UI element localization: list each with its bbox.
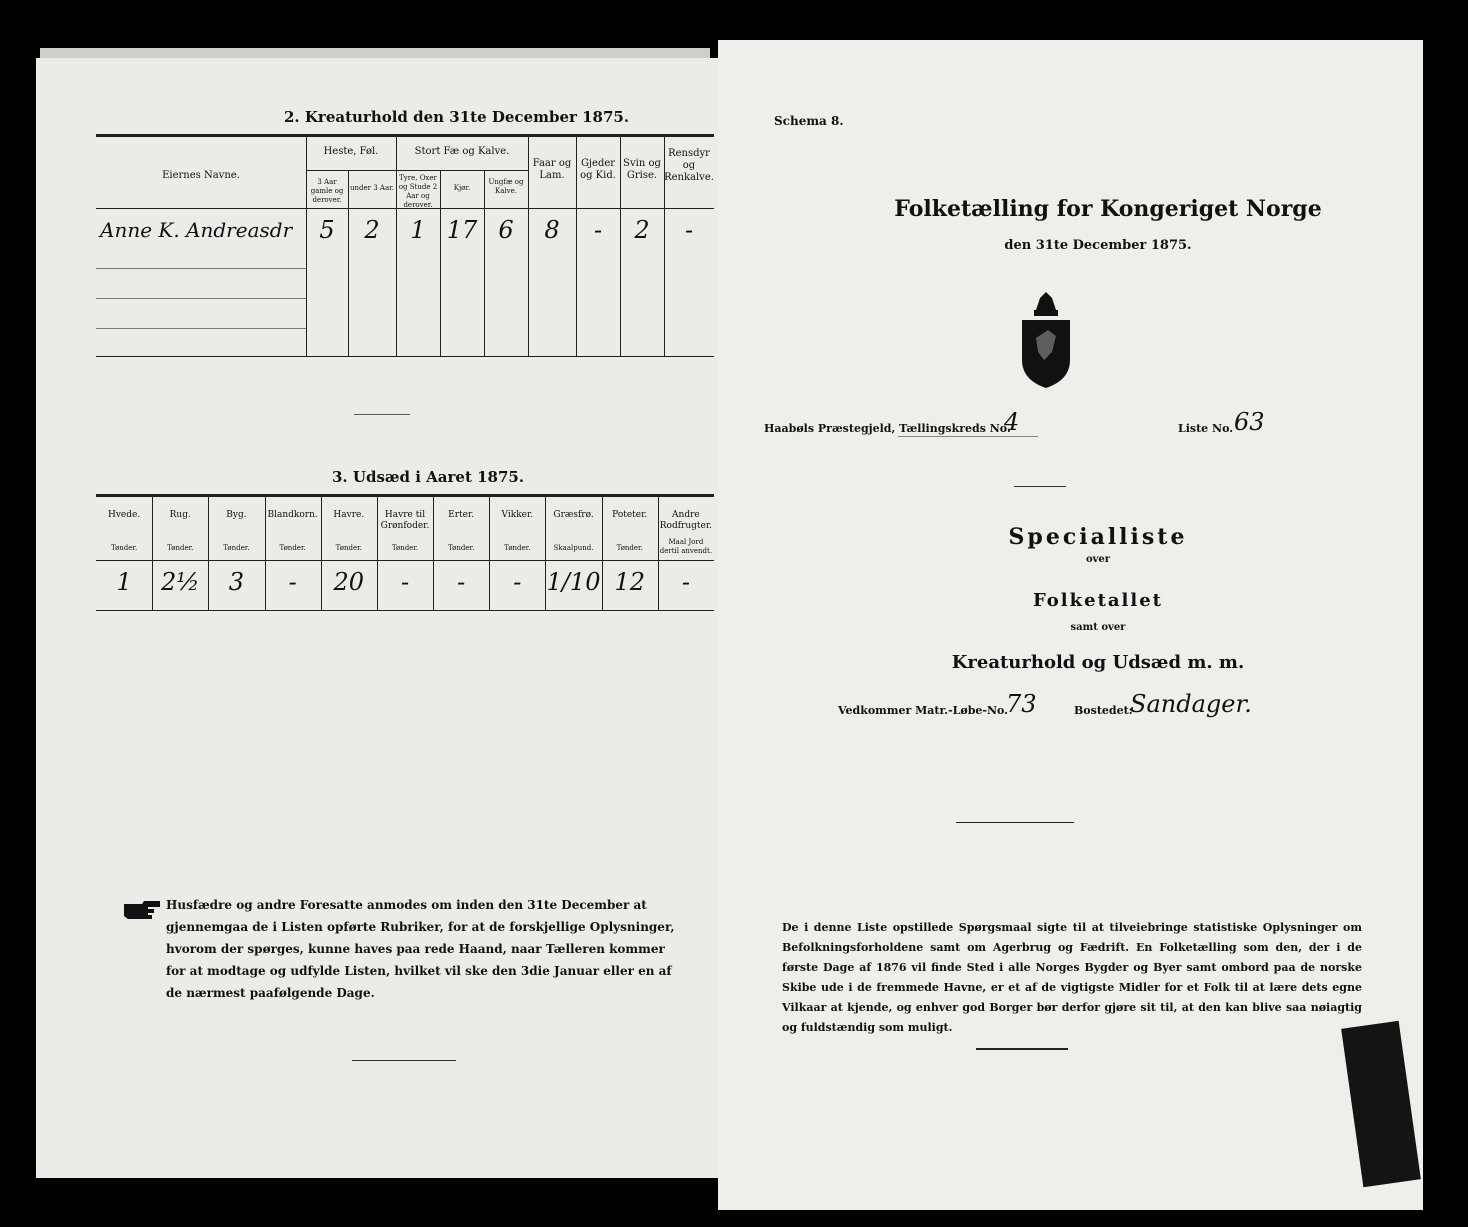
sheep-header: Faar og Lam. — [532, 158, 572, 181]
crop-value: 1/10 — [546, 568, 601, 596]
info-text: De i denne Liste opstillede Spørgsmaal sigte til at tilveiebringe statistiske Oplysninger om Befolkningsforholdene samt om Agerbrug og Fædrift. En Folketælling som den, der i de første Dage af 1876 vil finde Sted i alle Norges Bygder og Byer samt ombord paa de norske Skibe ude i de fremmede Havne, er et af de vigtigste Midler for et Folk til at lære dets egne Vilkaar at kjende, og enhver god Borger bør derfor gjøre sit til, at den kan blive saa nøiagtig og fuldstændig som muligt. — [782, 921, 1362, 1034]
crop-unit: Tønder. — [335, 544, 362, 552]
crop-header: Havre. — [333, 510, 365, 520]
separator — [956, 822, 1074, 823]
separator — [1014, 486, 1066, 487]
date-line: den 31te December 1875. — [1004, 238, 1192, 253]
row-rule — [96, 328, 306, 329]
over-label: over — [1085, 554, 1111, 565]
crop-value: - — [681, 568, 690, 596]
crop-header: Blandkorn. — [267, 510, 318, 520]
crop-header: Havre til Grønfoder. — [380, 510, 430, 531]
kreaturhold-label: Kreaturhold og Udsæd m. m. — [951, 652, 1245, 673]
table-rule — [96, 610, 714, 611]
crop-value: - — [457, 568, 466, 596]
matr-label: Vedkommer Matr.-Løbe-No. — [838, 704, 1008, 717]
district-label: Haabøls Præstegjeld, Tællingskreds No. — [764, 422, 1011, 435]
crop-header: Erter. — [448, 510, 475, 520]
bosted-label: Bostedet: — [1074, 704, 1133, 717]
matr-number: 73 — [1006, 690, 1037, 718]
table-rule — [96, 494, 714, 497]
section2-title: 2. Kreaturhold den 31te December 1875. — [284, 108, 630, 126]
crop-value: - — [288, 568, 297, 596]
crop-unit: Skaalpund. — [553, 544, 594, 552]
reindeer-value: - — [684, 216, 694, 244]
crop-header: Græsfrø. — [553, 510, 594, 520]
section3-title: 3. Udsæd i Aaret 1875. — [332, 468, 525, 486]
district-number: 4 — [1004, 408, 1020, 436]
crop-unit: Tønder. — [391, 544, 419, 552]
owner-header: Eiernes Navne. — [162, 170, 240, 181]
separator — [352, 1060, 456, 1061]
crop-value: 12 — [614, 568, 645, 596]
pigs-header: Svin og Grise. — [623, 158, 661, 181]
special-title: Specialliste — [1008, 524, 1188, 550]
crop-unit: Maal Jord dertil anvendt. — [659, 538, 713, 555]
fill-line — [898, 436, 1038, 437]
crop-value: 2½ — [160, 568, 200, 596]
table-rule — [96, 134, 714, 137]
cows-value: 17 — [446, 216, 478, 244]
col-rule — [440, 170, 441, 356]
table-rule — [96, 356, 714, 357]
crop-header: Rug. — [169, 510, 191, 520]
table-rule — [306, 170, 396, 171]
horses-young-value: 2 — [364, 216, 380, 244]
cattle-header: Stort Fæ og Kalve. — [414, 146, 510, 157]
col-rule — [396, 136, 397, 356]
crop-header: Poteter. — [612, 510, 648, 520]
notice-text: Husfædre og andre Foresatte anmodes om inden den 31te December at gjennemgaa de i Listen opførte Rubriker, for at de forskjellige Oplysninger, hvorom der spørges, kunne haves paa rede Haand, naar Tælleren kommer for at modtage og udfylde Listen, hvilket vil ske den 3die Januar eller en af de nærmest paafølgende Dage. — [166, 898, 675, 1000]
reindeer-header: Rensdyr og Renkalve. — [664, 148, 714, 183]
schema-label: Schema 8. — [774, 114, 844, 128]
crop-header: Hvede. — [107, 510, 141, 520]
list-number: 63 — [1234, 408, 1265, 436]
sheep-value: 8 — [544, 216, 560, 244]
crop-unit: Tønder. — [167, 544, 194, 552]
bulls-value: 1 — [410, 216, 426, 244]
crop-unit: Tønder. — [448, 544, 475, 552]
table-rule — [96, 560, 714, 561]
crop-unit: Tønder. — [616, 544, 643, 552]
bosted-value: Sandager. — [1130, 690, 1252, 718]
col-rule — [348, 170, 349, 356]
horses-old-value: 5 — [319, 216, 335, 244]
cows-header: Kjør. — [453, 184, 471, 192]
crop-header: Byg. — [226, 510, 247, 520]
young-cattle-value: 6 — [498, 216, 514, 244]
pigs-value: 2 — [634, 216, 650, 244]
crop-value: 3 — [228, 568, 245, 596]
goats-header: Gjeder og Kid. — [580, 158, 616, 181]
crop-value: 1 — [116, 568, 132, 596]
norwegian-coat-of-arms-icon — [1018, 290, 1074, 394]
crop-value: - — [513, 568, 522, 596]
horses-old-header: 3 Aar gamle og derover. — [310, 178, 344, 204]
bulls-header: Tyre, Oxer og Stude 2 Aar og derover. — [398, 174, 438, 209]
crop-header: Vikker. — [501, 510, 534, 520]
separator — [976, 1048, 1068, 1050]
crop-unit: Tønder. — [110, 544, 138, 552]
pointing-hand-icon — [124, 900, 162, 924]
crop-unit: Tønder. — [504, 544, 531, 552]
folketallet-label: Folketallet — [1033, 590, 1163, 611]
young-cattle-header: Ungfæ og Kalve. — [488, 178, 524, 195]
crop-unit: Tønder. — [279, 544, 306, 552]
crop-value: - — [400, 568, 410, 596]
col-rule — [306, 136, 307, 356]
horses-header: Heste, Føl. — [323, 146, 379, 157]
crop-header: Andre Rodfrugter. — [659, 510, 713, 531]
owner-name: Anne K. Andreasdr — [100, 218, 293, 242]
row-rule — [96, 298, 306, 299]
table-rule — [396, 170, 528, 171]
horses-young-header: under 3 Aar. — [350, 184, 394, 192]
crop-unit: Tønder. — [223, 544, 250, 552]
separator — [354, 414, 410, 415]
col-rule — [484, 170, 485, 356]
right-page — [718, 40, 1423, 1210]
samt-over-label: samt over — [1070, 622, 1126, 633]
main-title: Folketælling for Kongeriget Norge — [894, 196, 1322, 222]
list-label: Liste No. — [1178, 422, 1234, 435]
row-rule — [96, 268, 306, 269]
crop-value: 20 — [333, 568, 365, 596]
goats-value: - — [593, 216, 603, 244]
left-page — [36, 58, 718, 1178]
